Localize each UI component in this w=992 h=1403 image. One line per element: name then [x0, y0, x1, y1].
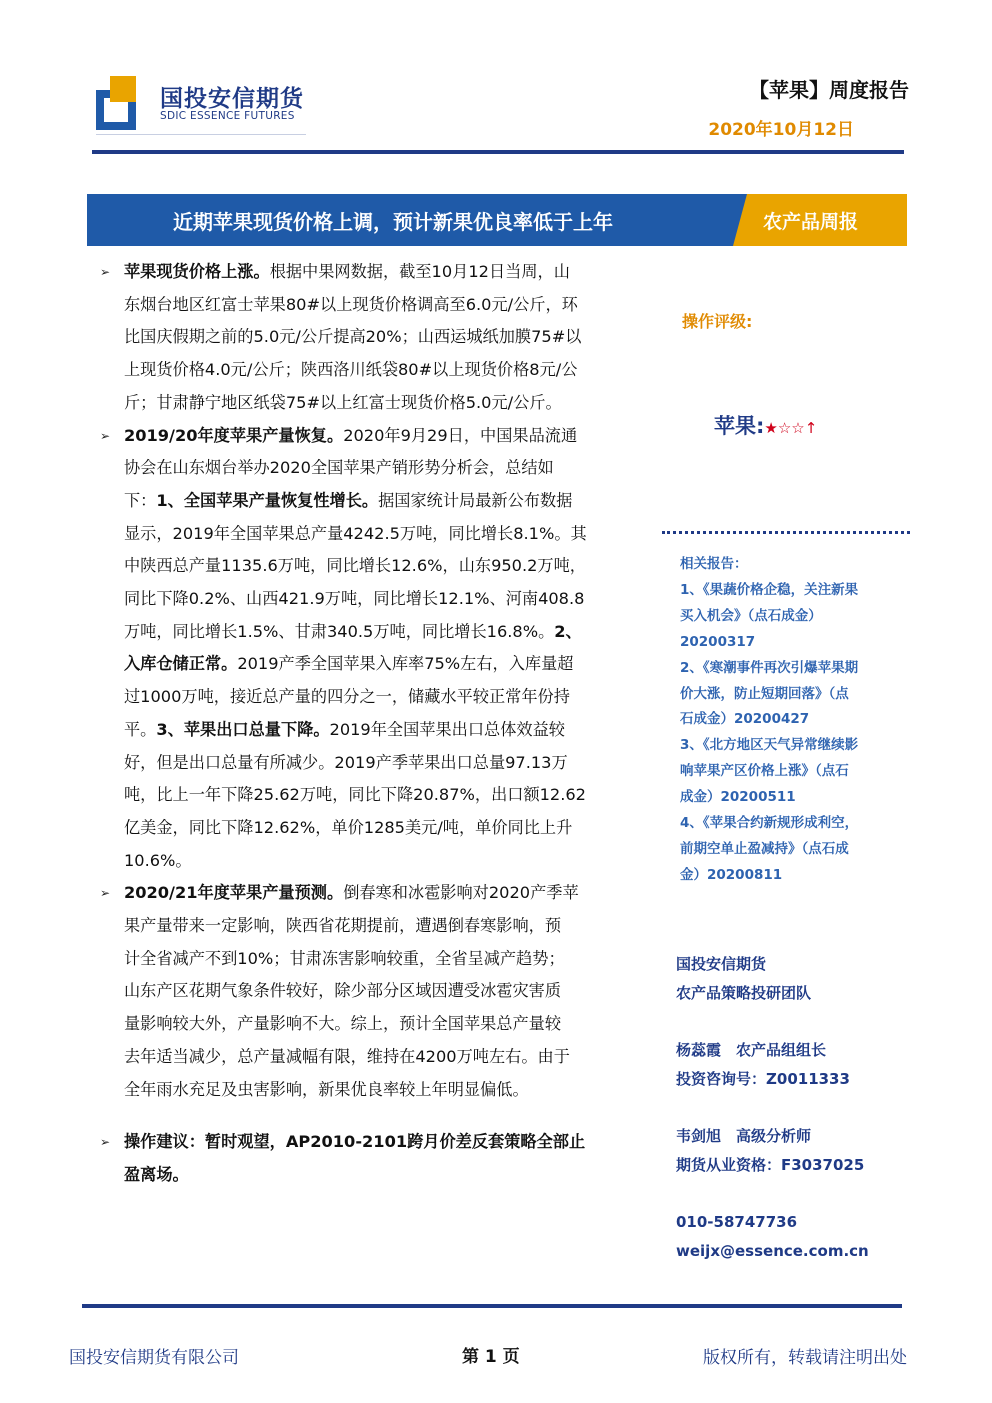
- bullet-text: 好，但是出口总量有所减少。2019产季苹果出口总量97.13万: [124, 752, 568, 772]
- bullet-text: 果产量带来一定影响，陕西省花期提前，遭遇倒春寒影响，预: [124, 916, 562, 936]
- related-report-line: 金）20200811: [680, 866, 783, 883]
- logo-english-name: SDIC ESSENCE FUTURES: [160, 110, 295, 122]
- rating-row: [714, 410, 817, 440]
- logo-underline: [96, 134, 306, 135]
- bullet-text: 根据中果网数据，截至10月12日当周，山: [269, 262, 570, 281]
- bullet-text: 过1000万吨，接近总产量的四分之一，储藏水平较正常年份持: [124, 687, 570, 707]
- footer-company: 国投安信期货有限公司: [69, 1348, 239, 1368]
- bullet-spot-price: [100, 256, 645, 420]
- team-company: 国投安信期货: [676, 955, 767, 973]
- bullet-text: 倒春寒和冰雹影响对2020产季苹: [343, 883, 579, 903]
- bullet-text: 盈离场。: [124, 1164, 189, 1184]
- company-logo: [96, 72, 306, 132]
- analyst-2-id: 期货从业资格：F3037025: [676, 1156, 865, 1174]
- research-team: [676, 950, 906, 1266]
- related-report-line: 石成金）20200427: [680, 711, 810, 728]
- bullet-text: 量影响较大外，产量影响不大。综上，预计全国苹果总产量较: [124, 1014, 562, 1034]
- bullet-text: 2020年9月29日，中国果品流通: [343, 425, 578, 445]
- related-report-line: 2、《寒潮事件再次引爆苹果期: [680, 659, 859, 676]
- analyst-1-id: 投资咨询号：Z0011333: [676, 1070, 850, 1088]
- page-number: 第 1 页: [462, 1347, 520, 1367]
- bullet-text: 比国庆假期之前的5.0元/公斤提高20%；山西运城纸加膜75#以: [124, 327, 582, 347]
- related-report-line: 20200317: [680, 633, 756, 650]
- bullet-text: 亿美金，同比下降12.62%，单价1285美元/吨，单价同比上升: [124, 817, 573, 837]
- related-report-line: 价大涨，防止短期回落》（点: [680, 685, 849, 702]
- bullet-text: 下：: [124, 490, 157, 510]
- analyst-2-name: 韦剑旭 高级分析师: [676, 1127, 812, 1145]
- related-reports-title: 相关报告：: [680, 556, 748, 572]
- bullet-text: 去年适当减少，总产量减幅有限，维持在4200万吨左右。由于: [124, 1046, 570, 1066]
- title-banner: [87, 194, 907, 246]
- related-report-line: 1、《果蔬价格企稳，关注新果: [680, 581, 859, 598]
- bullet-text: 平。: [124, 719, 157, 739]
- bullet-production-recovery: [100, 420, 645, 878]
- footer-copyright: 版权所有，转载请注明出处: [703, 1348, 907, 1368]
- bullet-text: 全年雨水充足及虫害影响，新果优良率较上年明显偏低。: [124, 1079, 529, 1099]
- bullet-text: 计全省减产不到10%；甘肃冻害影响较重，全省呈减产趋势；: [124, 948, 565, 968]
- related-report-line: 3、《北方地区天气异常继续影: [680, 737, 859, 754]
- bullet-arrow-icon: ➢: [100, 886, 111, 901]
- bullet-text: 同比下降0.2%、山西421.9万吨，同比增长12.1%、河南408.8: [124, 589, 585, 609]
- bullet-arrow-icon: ➢: [100, 1135, 111, 1150]
- bullet-text: 显示，2019年全国苹果总产量4242.5万吨，同比增长8.1%。其: [124, 523, 587, 543]
- bullet-subhead: 入库仓储正常。: [124, 654, 238, 674]
- report-date: 2020年10月12日: [708, 120, 854, 140]
- logo-mark-icon: [96, 76, 150, 130]
- bullet-text: 10.6%。: [124, 850, 192, 870]
- bullet-subhead: 1、全国苹果产量恢复性增长。: [156, 490, 379, 510]
- header-divider: [92, 150, 904, 154]
- rating-product: 苹果:: [714, 414, 765, 438]
- analyst-1-name: 杨蕊霞 农产品组组长: [676, 1041, 827, 1059]
- bullet-text: 协会在山东烟台举办2020全国苹果产销形势分析会，总结如: [124, 458, 554, 478]
- bullet-lead: 操作建议：暂时观望，AP2010-2101跨月价差反套策略全部止: [124, 1132, 586, 1152]
- bullet-text: 万吨，同比增长1.5%、甘肃340.5万吨，同比增长16.8%。: [124, 621, 555, 641]
- bullet-lead: 苹果现货价格上涨。: [124, 262, 270, 281]
- bullet-text: 上现货价格4.0元/公斤；陕西洛川纸袋80#以上现货价格8元/公: [124, 360, 578, 380]
- bullet-text: 吨，比上一年下降25.62万吨，同比下降20.87%，出口额12.62: [124, 785, 586, 805]
- related-report-line: 前期空单止盈减持》（点石成: [680, 840, 849, 857]
- bullet-text: 中陕西总产量1135.6万吨，同比增长12.6%，山东950.2万吨，: [124, 556, 586, 576]
- logo-chinese-name: 国投安信期货: [160, 86, 304, 112]
- contact-phone: 010-58747736: [676, 1213, 798, 1231]
- rating-label: 操作评级:: [682, 312, 753, 331]
- bullet-arrow-icon: ➢: [100, 265, 111, 279]
- bullet-text: 2019年全国苹果出口总体效益较: [329, 719, 565, 739]
- main-content: [100, 256, 645, 1192]
- related-report-line: 买入机会》（点石成金）: [680, 607, 822, 624]
- report-category-tag: 农产品周报: [763, 211, 859, 233]
- bullet-text: 斤；甘肃静宁地区纸袋75#以上红富士现货价格5.0元/公斤。: [124, 392, 562, 412]
- contact-email[interactable]: weijx@essence.com.cn: [676, 1242, 869, 1260]
- bullet-lead: 2020/21年度苹果产量预测。: [124, 883, 344, 903]
- rating-stars-icon: ★☆☆↑: [764, 419, 818, 437]
- bullet-production-forecast: [100, 877, 645, 1106]
- bullet-operation-advice: [100, 1126, 645, 1191]
- team-name: 农产品策略投研团队: [676, 984, 812, 1002]
- bullet-subhead: 3、苹果出口总量下降。: [156, 719, 330, 739]
- bullet-text: 东烟台地区红富士苹果80#以上现货价格调高至6.0元/公斤，环: [124, 294, 578, 314]
- report-title: 近期苹果现货价格上调，预计新果优良率低于上年: [173, 210, 613, 234]
- bullet-text: 2019产季全国苹果入库率75%左右，入库量超: [237, 654, 574, 674]
- related-reports: [680, 552, 900, 889]
- bullet-text: 山东产区花期气象条件较好，除少部分区域因遭受冰雹灾害质: [124, 981, 562, 1001]
- bullet-text: 据国家统计局最新公布数据: [378, 490, 573, 510]
- footer-divider: [82, 1304, 902, 1308]
- bullet-subhead: 2、: [554, 621, 582, 641]
- bullet-arrow-icon: ➢: [100, 428, 111, 443]
- sidebar-dotted-divider: [662, 531, 910, 534]
- related-report-line: 4、《苹果合约新规形成利空，: [680, 815, 859, 832]
- bullet-lead: 2019/20年度苹果产量恢复。: [124, 425, 344, 445]
- related-report-line: 成金）20200511: [680, 789, 796, 806]
- related-report-line: 响苹果产区价格上涨》（点石: [680, 763, 849, 780]
- report-type: 【苹果】周度报告: [749, 78, 909, 102]
